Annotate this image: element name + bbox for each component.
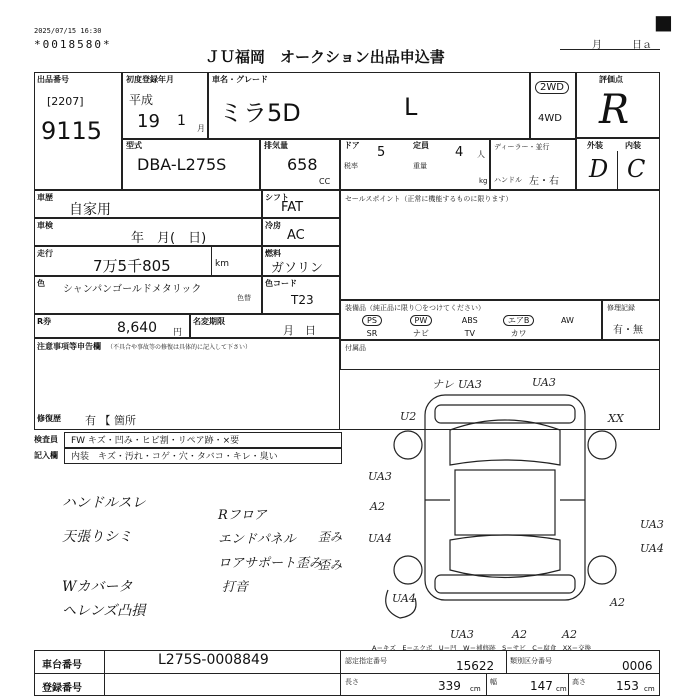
color-code-label: 色コード (265, 279, 297, 288)
equipment-sr: SR (366, 329, 378, 338)
mark-ua4-right: UA4 (640, 542, 664, 555)
equipment-box (340, 300, 602, 340)
month-label: 月 (592, 40, 602, 51)
ac-label: 冷房 (265, 221, 281, 230)
form-title: ＪＵ福岡 オークション出品申込書 (205, 48, 445, 66)
mark-scratch-1: ナレ (432, 378, 454, 391)
drive-2wd: 2WD (535, 81, 569, 94)
mark-ua4-rear: UA4 (392, 592, 416, 605)
inspection-label: 車検 (37, 221, 53, 230)
notes-label: 注意事項等申告欄 (37, 342, 101, 351)
mileage-divider (211, 247, 212, 275)
recycle-value: 8,640 (117, 320, 158, 336)
owner-value: 有・無 (613, 325, 643, 336)
note-lens-damage: ヘレンズ凸損 (62, 603, 146, 619)
vehicle-name-box (208, 72, 530, 140)
displacement-label: 排気量 (264, 141, 288, 150)
cert-label: 認定指定番号 (345, 657, 387, 665)
recycle-unit: 円 (173, 328, 183, 338)
mark-ua3-right: UA3 (640, 518, 664, 531)
displacement-value: 658 (287, 155, 318, 174)
mark-a2-left: A2 (370, 500, 385, 513)
equipment-label: 装備品（純正品に限り〇をつけてください） (345, 304, 485, 312)
int-code-label: 記入欄 (34, 451, 58, 460)
extras-box (340, 340, 660, 370)
footer-width-divider (568, 673, 569, 696)
registration-era: 平成 (129, 93, 154, 107)
timestamp: 2025/07/15 16:30 (34, 27, 102, 35)
owner-label: 修理記録 (607, 304, 635, 312)
footer-col-divider (104, 650, 105, 696)
maintenance-box (190, 314, 340, 338)
inspection-value: 年 月( 日) (131, 231, 207, 246)
ext-code-items: FW キズ・凹み・ヒビ割・リペア跡・×要 (64, 432, 342, 448)
note-w-cover: Wカバータ (62, 579, 133, 595)
height-value: 153 (616, 679, 639, 693)
owner-box (602, 300, 660, 340)
note-ceiling-stain: 天張りシミ (62, 529, 132, 545)
tire-rear-right (588, 556, 616, 584)
car-diagram (340, 370, 670, 640)
registration-year: 19 (137, 111, 160, 132)
footer-row-divider (34, 673, 340, 674)
width-value: 147 (530, 679, 553, 693)
mark-ua3-left: UA3 (368, 470, 392, 483)
equipment-abs: ABS (461, 316, 478, 325)
color-box (34, 276, 262, 314)
footer-right-row-divider (340, 673, 660, 674)
note-distortion-1: 歪み (318, 530, 343, 544)
capacity-label: 定員 (413, 141, 429, 150)
vehicle-name: ミラ5D (219, 99, 301, 127)
class-label: 類別区分番号 (510, 657, 552, 665)
width-unit: cm (556, 685, 567, 693)
displacement-box (260, 138, 340, 190)
fuel-box (262, 246, 340, 276)
mark-ua3-front-right: UA3 (532, 376, 556, 389)
equipment-navi: ナビ (412, 329, 429, 338)
handle-label: ハンドル (494, 176, 522, 184)
class-value: 0006 (622, 659, 653, 673)
mileage-value: 7万5千805 (93, 257, 171, 275)
mark-xx: XX (608, 412, 624, 425)
color-value: シャンパンゴールドメタリック (63, 284, 202, 295)
equipment-ps: PS (362, 315, 382, 326)
car-body-outline (425, 395, 585, 600)
doors-label: ドア (344, 141, 360, 150)
height-label: 高さ (572, 678, 586, 686)
mark-a2-rear: A2 (512, 628, 527, 640)
condition-divider (617, 151, 618, 191)
height-unit: cm (644, 685, 655, 693)
length-value: 339 (438, 679, 461, 693)
vehicle-name-label: 車名・グレード (212, 75, 268, 84)
usage-label: 車歴 (37, 193, 53, 202)
lot-box (34, 72, 122, 190)
windshield (450, 420, 560, 465)
registration-month-unit: 月 (197, 124, 205, 133)
inspection-box (34, 218, 262, 246)
model-label: 型式 (126, 141, 142, 150)
color-code-value: T23 (291, 293, 314, 307)
tire-rear-left (394, 556, 422, 584)
weight-label: 重量 (413, 162, 427, 170)
sales-point-label: セールスポイント（正常に機能するものに限ります） (345, 195, 513, 203)
mark-ua3-rear: UA3 (450, 628, 474, 640)
fuel-value: ガソリン (271, 261, 324, 276)
mark-ua3-front: UA3 (458, 378, 482, 391)
length-label: 長さ (345, 678, 359, 686)
chassis-label: 車台番号 (42, 660, 82, 671)
equipment-pw: PW (410, 315, 433, 326)
doors-value: 5 (377, 145, 386, 160)
recycle-label: R券 (37, 317, 52, 326)
equipment-airbag: エアB (503, 315, 535, 326)
note-r-floor: Rフロア (218, 508, 267, 523)
corner-mark: ■ (654, 10, 673, 34)
fuel-label: 燃料 (265, 249, 281, 258)
footer-cert-divider (506, 650, 507, 673)
ac-box (262, 218, 340, 246)
ext-code-label: 検査員 (34, 435, 58, 444)
doors-capacity-box (340, 138, 490, 190)
model-box (122, 138, 260, 190)
registration-number-label: 登録番号 (42, 683, 82, 694)
capacity-unit: 人 (477, 150, 485, 159)
color-code-box (262, 276, 340, 314)
tire-front-left (394, 431, 422, 459)
interior-value: C (627, 155, 646, 183)
interior-label: 内装 (625, 141, 641, 150)
repair-label: 修復歴 (37, 414, 61, 423)
serial-number: *0018580* (34, 38, 112, 51)
registration-box (122, 72, 208, 140)
length-unit: cm (470, 685, 481, 693)
usage-value: 自家用 (69, 202, 111, 218)
shift-label: シフト (265, 193, 289, 202)
mark-ua4-left: UA4 (368, 532, 392, 545)
maintenance-value: 月 日 (283, 324, 316, 337)
rear-window (450, 535, 560, 578)
lot-number: 9115 (41, 117, 103, 145)
shift-box (262, 190, 340, 218)
note-lower-support: ロアサポート歪み (218, 556, 323, 571)
day-label: 日ａ (632, 40, 652, 51)
vehicle-grade: L (404, 93, 418, 121)
mark-a2-rear-corner: A2 (562, 628, 577, 640)
int-code-items: 内装 キズ・汚れ・コゲ・穴・タバコ・キレ・臭い (64, 448, 342, 464)
equipment-bottom-row (349, 328, 542, 339)
mark-u2: U2 (400, 410, 417, 423)
score-value: R (599, 87, 630, 133)
registration-label: 初度登録年月 (126, 75, 174, 84)
maintenance-label: 名変期限 (193, 317, 225, 326)
drive-box (530, 72, 576, 140)
recycle-box (34, 314, 190, 338)
roof (455, 470, 555, 535)
exterior-label: 外装 (587, 141, 603, 150)
mark-a2-rear-right: A2 (610, 596, 625, 609)
repair-value: 有 【 箇所 (85, 414, 136, 427)
color-sub-label: 色替 (237, 294, 251, 302)
shift-value: FAT (281, 200, 304, 215)
date-underline (560, 49, 660, 50)
notes-box (34, 338, 340, 430)
note-handle-wear: ハンドルスレ (62, 495, 146, 511)
sales-point-box (340, 190, 660, 300)
damage-legend: A＝キズ E＝エクボ U＝凹 W＝補修跡 S＝サビ C＝腐食 XX＝交換 (372, 644, 592, 652)
notes-hint: （不具合や事故等の修復は具体的に記入して下さい） (107, 344, 252, 351)
dealer-handle-box (490, 138, 576, 190)
registration-month: 1 (177, 113, 186, 129)
score-label: 評価点 (599, 75, 623, 84)
handle-options: 左・右 (529, 176, 559, 187)
note-end-panel: エンドパネル (218, 532, 296, 547)
note-knock-sound: 打音 (222, 580, 249, 595)
ac-value: AC (287, 228, 305, 243)
width-label: 幅 (490, 678, 497, 686)
model-value: DBA-L275S (137, 155, 227, 174)
displacement-unit: CC (319, 177, 331, 186)
chassis-value: L275S-0008849 (158, 652, 269, 668)
usage-box (34, 190, 262, 218)
note-distortion-2: 歪み (318, 558, 343, 572)
drive-4wd: 4WD (538, 113, 562, 124)
exterior-value: D (589, 155, 609, 183)
equipment-top-row (349, 315, 591, 326)
dealer-label: ディーラー・並行 (494, 143, 550, 151)
cert-value: 15622 (456, 659, 495, 673)
mileage-unit: km (215, 259, 229, 269)
lot-code: [2207] (47, 95, 84, 108)
equipment-tv: TV (464, 329, 475, 338)
condition-box (576, 138, 660, 190)
mileage-box (34, 246, 262, 276)
capacity-value: 4 (455, 145, 464, 160)
weight-unit: kg (479, 177, 488, 185)
equipment-leather: カワ (510, 329, 527, 338)
color-label: 色 (37, 279, 45, 288)
equipment-aw: AW (561, 316, 574, 325)
extras-label: 付属品 (345, 344, 366, 352)
footer-length-divider (486, 673, 487, 696)
score-box (576, 72, 660, 138)
tax-label: 税率 (344, 162, 358, 170)
tire-front-right (588, 431, 616, 459)
mileage-label: 走行 (37, 249, 53, 258)
lot-label: 出品番号 (37, 75, 69, 84)
